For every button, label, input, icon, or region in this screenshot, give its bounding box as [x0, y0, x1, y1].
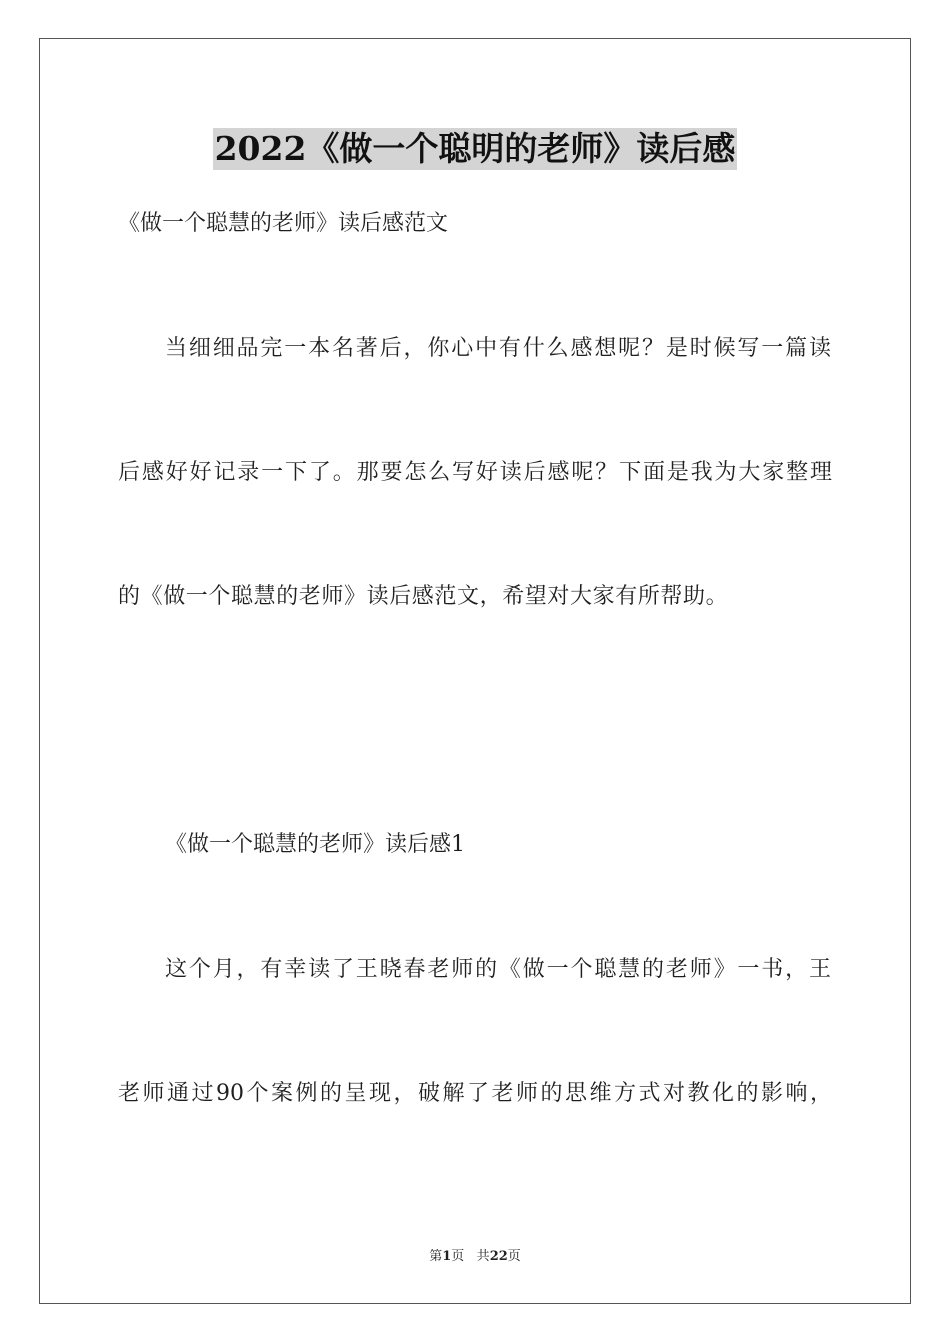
footer-total-pages: 22 [489, 1249, 508, 1264]
section-line-1: 这个月，有幸读了王晓春老师的《做一个聪慧的老师》一书，王 [165, 957, 831, 982]
title-container [0, 128, 950, 170]
intro-line-3: 的《做一个聪慧的老师》读后感范文，希望对大家有所帮助。 [118, 584, 729, 609]
section-line-2: 老师通过90个案例的呈现，破解了老师的思维方式对教化的影响， [118, 1081, 832, 1106]
intro-line-1: 当细细品完一本名著后，你心中有什么感想呢？是时候写一篇读 [165, 336, 831, 361]
footer-page-suffix: 页 [451, 1249, 465, 1264]
document-subtitle: 《做一个聪慧的老师》读后感范文 [118, 211, 449, 236]
footer-total-suffix: 页 [507, 1249, 521, 1264]
footer-page-prefix: 第 [429, 1249, 443, 1264]
footer-page-number: 1 [442, 1249, 452, 1264]
page-footer [0, 1249, 950, 1265]
document-title: 2022《做一个聪明的老师》读后感 [214, 129, 736, 168]
intro-line-2: 后感好好记录一下了。那要怎么写好读后感呢？下面是我为大家整理 [118, 460, 832, 485]
footer-total-prefix: 共 [476, 1249, 490, 1264]
section-heading: 《做一个聪慧的老师》读后感1 [165, 832, 465, 857]
